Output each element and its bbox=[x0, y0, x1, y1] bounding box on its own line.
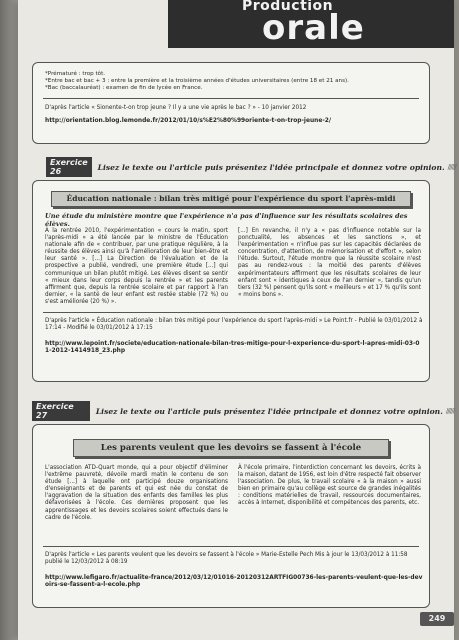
exercise-27-instruction: Lisez le texte ou l'article puis présentez l'idée principale et donnez votre opinion. bbox=[95, 406, 443, 416]
article-27-column-right: À l'école primaire, l'interdiction concernant les devoirs, écrits à la maison, datant de 1956, est loin d'être respecté fait observer l'association. De plus, le travail scolaire « à la maison » aussi bien en primaire qu'au collège est source de grandes inégalités : conditions matérielles de travail, ressources documentaires, accès à Internet, disponibilité et compétences des parents, etc. bbox=[238, 465, 421, 507]
article-27-title: Les parents veulent que les devoirs se fassent à l'école bbox=[73, 439, 389, 457]
article-26-column-right: [...] En revanche, il n'y a « pas d'influence notable sur la ponctualité, les absences et les sanctions », et l'expérimentation « n'influe pas sur les capacités déclarées de concentration, d'attention, de mémorisation et d'effort », selon l'étude. Surtout, l'étude montre que la réussite scolaire n'est pas au rendez-vous : la moitié des parents d'élèves expérimentateurs affirment que les résultats scolaires de leur enfant sont « identiques à ceux de l'an dernier », tandis qu'un tiers (32 %) pensent qu'ils sont « meilleurs » et 17 % qu'ils sont « moins bons ». bbox=[238, 228, 421, 298]
book-page bbox=[18, 0, 454, 640]
exercise-27-header bbox=[32, 404, 454, 418]
divider bbox=[43, 312, 419, 313]
exercise-27-dots: ////// bbox=[445, 407, 454, 415]
article-27-column-left: L'association ATD-Quart monde, qui a pour objectif d'éliminer l'extrême pauvreté, dévoile mardi matin le contenu de son étude [...] à laquelle ont participé douze organisations d'enseignants et de parents et qui est née du constat de l'aggravation de la situation des enfants des familles les plus défavorisées à l'école. Ces dernières proposent que les apprentissages et les devoirs scolaires soient effectués dans le cadre de l'école. bbox=[45, 465, 228, 521]
article-27-url: http://www.lefigaro.fr/actualite-france/2012/03/12/01016-20120312ARTFIG00736-les-parents-veulent-que-les-devoirs-se-fassent-a-l-ecole.php bbox=[45, 575, 423, 589]
article-26-box bbox=[32, 180, 430, 382]
article-26-source: D'après l'article « Éducation nationale : bilan très mitigé pour l'expérience du sport l'après-midi » Le Point.fr - Publié le 03/01/2012 à 17:14 - Modifié le 03/01/2012 à 17:15 bbox=[45, 318, 423, 332]
article-26-title: Éducation nationale : bilan très mitigé pour l'expérience du sport l'après-midi bbox=[51, 191, 411, 207]
article-26-subtitle: Une étude du ministère montre que l'expérience n'a pas d'influence sur les résultats scolaires des élèves. bbox=[45, 212, 408, 228]
page-gutter-shadow bbox=[0, 0, 18, 640]
exercise-26-header bbox=[46, 160, 456, 174]
divider bbox=[43, 98, 419, 99]
note-line: *Entre bac et bac + 3 : entre la première et la troisième années d'études universitaires (entre 18 et 21 ans). bbox=[45, 78, 349, 85]
article-26-column-left: À la rentrée 2010, l'expérimentation « cours le matin, sport l'après-midi » a été lancée par le ministre de l'Éducation nationale afin de « contribuer, par une pratique régulière, à la réussite des élèves ainsi qu'à l'amélioration de leur bien-être et leur santé ». [...] La Direction de l'évaluation et de la prospective a publié, vendredi, une première étude [...] qui communique un bilan plutôt mitigé. Les élèves disent se sentir « mieux dans leur corps depuis la rentrée » et les parents affirment que, depuis la rentrée scolaire et par rapport à l'an dernier, « la santé de leur enfant est restée stable (72 %) ou s'est améliorée (20 %) ». bbox=[45, 228, 228, 305]
notes-url: http://orientation.blog.lemonde.fr/2012/01/10/s%E2%80%99oriente-t-on-trop-jeune-2/ bbox=[45, 118, 332, 124]
divider bbox=[43, 546, 419, 547]
exercise-27-badge: Exercice 27 bbox=[32, 401, 90, 421]
note-line: *Prématuré : trop tôt. bbox=[45, 71, 106, 77]
exercise-26-dots: ////// bbox=[447, 163, 456, 171]
article-27-box bbox=[32, 424, 430, 608]
exercise-26-instruction: Lisez le texte ou l'article puis présentez l'idée principale et donnez votre opinion. bbox=[97, 162, 445, 172]
notes-source: D'après l'article « Sionente-t-on trop jeune ? Il y a une vie après le bac ? » - 10 janvier 2012 bbox=[45, 105, 307, 111]
header-small-title: Production bbox=[242, 0, 334, 14]
exercise-26-badge: Exercice 26 bbox=[46, 157, 92, 177]
page-number: 249 bbox=[420, 612, 454, 626]
article-26-url: http://www.lepoint.fr/societe/education-nationale-bilan-tres-mitige-pour-l-experience-du-sport-l-apres-midi-03-01-2012-1414918_23.php bbox=[45, 341, 420, 355]
note-line: *Bac (baccalauréat) : examen de fin de lycée en France. bbox=[45, 85, 203, 92]
notes-box bbox=[32, 62, 430, 144]
header-big-title: orale bbox=[262, 8, 365, 48]
article-27-source: D'après l'article « Les parents veulent que les devoirs se fassent à l'école » Marie-Estelle Pech Mis à jour le 13/03/2012 à 11:58 publié le 12/03/2012 à 08:19 bbox=[45, 552, 408, 566]
